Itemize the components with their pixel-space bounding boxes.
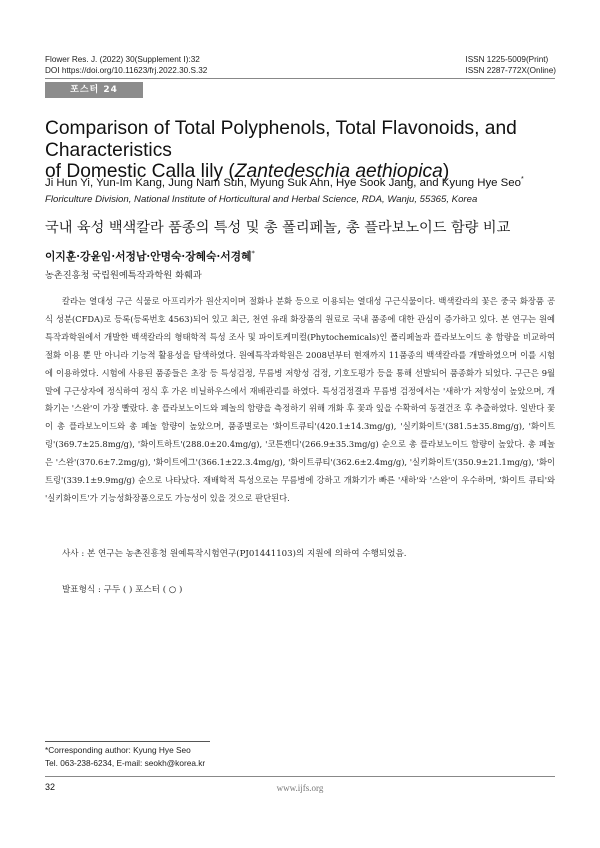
corresponding-mark: *: [520, 176, 524, 183]
affiliation: Floriculture Division, National Institute of Horticultural and Herbal Science, RDA, Wanju, 55365, Korea: [45, 194, 478, 205]
presentation-format: 발표형식 : 구두 ( ) 포스터 ( ○ ): [62, 585, 183, 595]
title-species: Zantedeschia aethiopica: [234, 161, 443, 182]
header-divider: [45, 78, 555, 79]
title-line-2-suffix: ): [442, 161, 450, 182]
footnote-divider: [45, 741, 210, 742]
doi-link[interactable]: DOI https://doi.org/10.11623/frj.2022.30.S.32: [45, 66, 208, 75]
korean-corresponding-mark: *: [251, 249, 255, 258]
korean-author-list: [45, 249, 255, 264]
footer-divider: [45, 776, 555, 777]
korean-title: 국내 육성 백색칼라 품종의 특성 및 총 폴리페놀, 총 플라보노이드 함량 비교: [45, 220, 511, 236]
journal-citation: Flower Res. J. (2022) 30(Supplement Ⅰ):32: [45, 55, 200, 64]
contact-info: Tel. 063-238-6234, E-mail: seokh@korea.kr: [45, 758, 206, 768]
website-url[interactable]: www.ijfs.org: [276, 783, 324, 793]
abstract-body: 칼라는 열대성 구근 식물로 아프리카가 원산지이며 절화나 분화 등으로 이용되는 열대성 구근식물이다. 백색칼라의 꽃은 중국 화장품 공식 성분(CFDA)로 등록(등록번호 4563)되어 있고 최근, 천연 유래 화장품의 원료로 국내 품종에 대한 관심이 증가하고 있다. 본 연구는 원예특작과학원에서 개발한 백색칼라의 형태학적 특성 조사 및 파이토케미컬(Phytochemicals)인 폴리페놀과 플라보노이드 총 함량을 비교하여 절화 이용 뿐 만 아니라 기능적 활용성을 탐색하였다. 원예특작과학원은 2008년부터 현재까지 11품종의 백색칼라를 개발하였으며 이를 시험에 이용하였다. 시험에 사용된 품종들은 초장 등 특성검정, 무름병 저항성 검정, 기호도평가 등을 통해 선발되어 품종화가 되었다. 구근은 9월 말에 구근상자에 정식하여 정식 후 가온 비닐하우스에서 재배관리를 하였다. 특성검정결과 무름병 검정에서는 '새하'가 저항성이 높았으며, 개화기는 '스완'이 가장 빨랐다. 총 플라보노이드와 폐놀의 함량을 측정하기 위해 개화 후 꽃과 잎을 수확하여 동결건조 후 추출하였다. 일반다 꽃이 총 플라보노이드와 총 폐놀 함량이 높았으며, 품종별로는 '화이트큐티'(420.1±14.3mg/g), '실키화이트'(381.5±35.8mg/g), '화이트링'(369.7±25.8mg/g), '화이트하트'(288.0±20.4mg/g), '코튼캔디'(266.9±35.3mg/g) 순으로 총 플라보노이드 함량이 높았다. 총 폐놀은 '스완'(370.6±7.2mg/g), '화이트에그'(366.1±22.3.4mg/g), '화이트큐티'(362.6±2.4mg/g), '실키화이트'(350.9±21.1mg/g), '화이트링'(339.1±9.9mg/g) 순으로 나타났다. 재배학적 특성으로는 무름병에 강하고 개화기가 빠른 '새하'와 '스완'이 우수하며, '화이트 큐티'와 '실키화이트'가 기능성화장품으로도 가능성이 있을 것으로 판단된다.: [45, 296, 555, 503]
korean-author-names: 이지훈·강윤임·서정남·안명숙·장혜숙·서경혜: [45, 250, 252, 263]
acknowledgment: 사사 : 본 연구는 농촌진흥청 원예특작시험연구(PJ01441103)의 지원에 의하여 수행되었음.: [62, 549, 407, 559]
page-number: 32: [45, 782, 56, 792]
title-line-1: Comparison of Total Polyphenols, Total Flavonoids, and Characteristics: [45, 118, 517, 161]
author-names: Ji Hun Yi, Yun-Im Kang, Jung Nam Suh, Myung Suk Ahn, Hye Sook Jang, and Kyung Hye Seo: [45, 176, 521, 189]
issn-online: ISSN 2287-772X(Online): [465, 66, 556, 75]
journal-header: [45, 54, 207, 76]
title-line-2-prefix: of Domestic Calla lily (: [45, 161, 235, 182]
issn-print: ISSN 1225-5009(Print): [465, 55, 549, 64]
korean-affiliation: 농촌진흥청 국립원예특작과학원 화훼과: [45, 270, 202, 281]
corresponding-author-note: *Corresponding author: Kyung Hye Seo: [45, 745, 191, 755]
paper-title: [45, 118, 560, 183]
poster-label: 포스터 24: [45, 82, 143, 98]
issn-header: [465, 54, 556, 76]
author-list: [45, 176, 560, 189]
